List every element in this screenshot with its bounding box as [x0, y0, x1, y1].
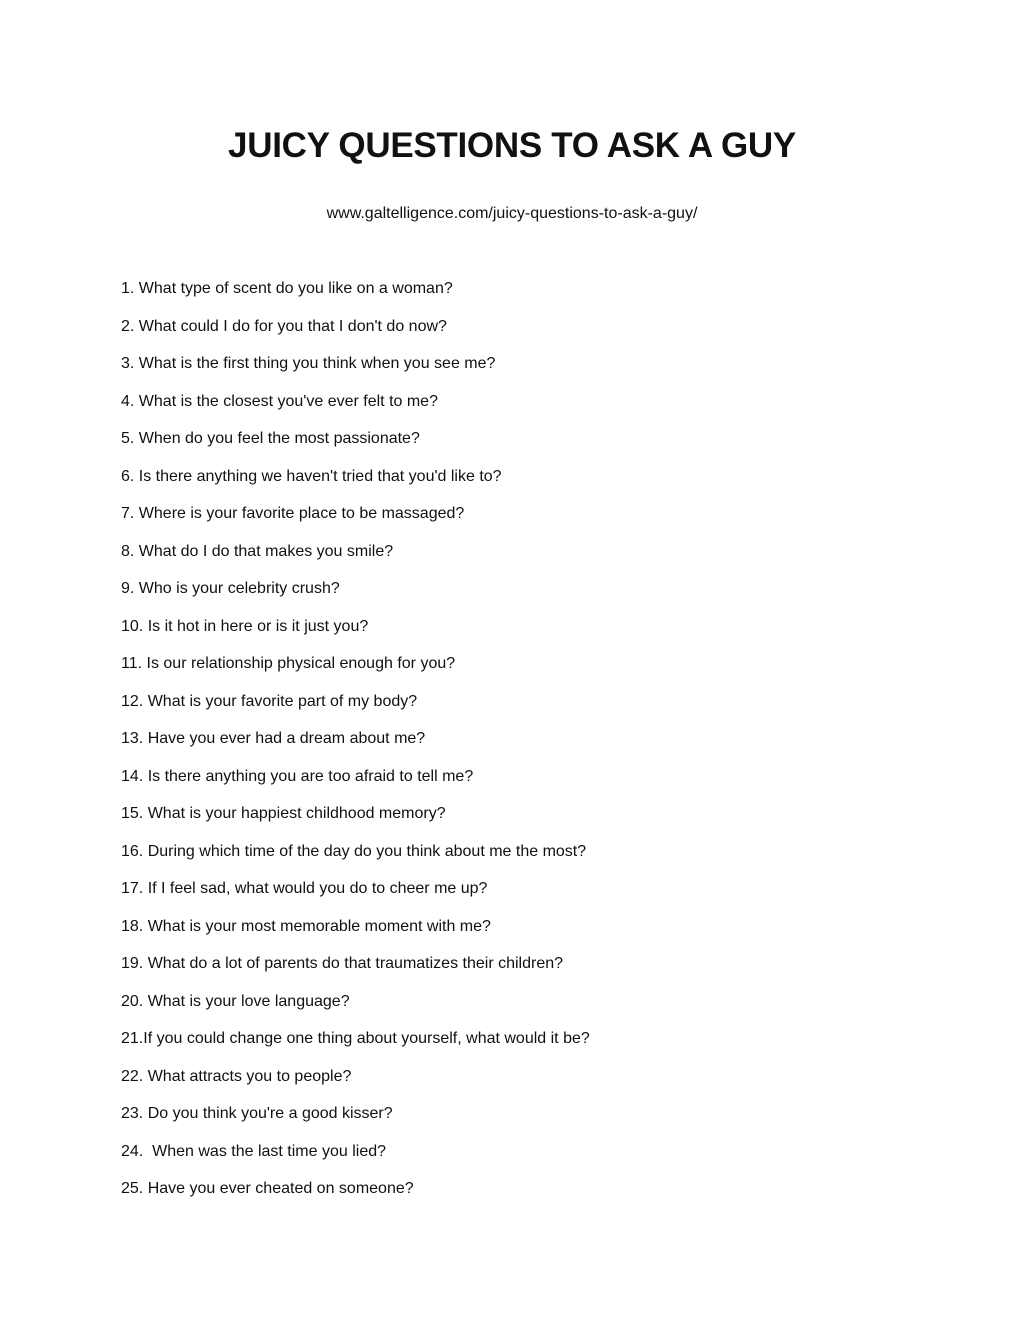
question-item: 14. Is there anything you are too afraid to tell me?	[121, 767, 474, 785]
question-item: 22. What attracts you to people?	[121, 1067, 352, 1085]
question-item: 10. Is it hot in here or is it just you?	[121, 617, 369, 635]
question-item: 4. What is the closest you've ever felt to me?	[121, 392, 438, 410]
question-item: 25. Have you ever cheated on someone?	[121, 1180, 414, 1197]
question-item: 19. What do a lot of parents do that traumatizes their children?	[121, 955, 564, 972]
question-item: 7. Where is your favorite place to be massaged?	[121, 505, 465, 522]
question-item: 9. Who is your celebrity crush?	[121, 580, 340, 597]
question-list	[121, 278, 590, 1216]
question-item: 20. What is your love language?	[121, 992, 350, 1010]
question-item: 16. During which time of the day do you think about me the most?	[121, 842, 587, 860]
page-title: JUICY QUESTIONS TO ASK A GUY	[228, 126, 796, 165]
question-item: 18. What is your most memorable moment with me?	[121, 917, 491, 935]
source-url: www.galtelligence.com/juicy-questions-to-ask-a-guy/	[326, 205, 698, 222]
question-item: 11. Is our relationship physical enough for you?	[121, 655, 456, 672]
question-item: 13. Have you ever had a dream about me?	[121, 730, 426, 747]
question-item: 17. If I feel sad, what would you do to cheer me up?	[121, 880, 488, 897]
question-item: 8. What do I do that makes you smile?	[121, 542, 394, 560]
question-item: 24. When was the last time you lied?	[121, 1142, 387, 1160]
question-item: 21.If you could change one thing about yourself, what would it be?	[121, 1030, 590, 1047]
question-item: 15. What is your happiest childhood memory?	[121, 805, 446, 822]
question-item: 23. Do you think you're a good kisser?	[121, 1105, 393, 1122]
question-item: 1. What type of scent do you like on a woman?	[121, 280, 453, 297]
question-item: 3. What is the first thing you think when you see me?	[121, 355, 496, 372]
question-item: 2. What could I do for you that I don't do now?	[121, 317, 447, 335]
question-item: 5. When do you feel the most passionate?	[121, 430, 420, 447]
question-item: 12. What is your favorite part of my body?	[121, 692, 418, 710]
question-item: 6. Is there anything we haven't tried that you'd like to?	[121, 467, 502, 485]
